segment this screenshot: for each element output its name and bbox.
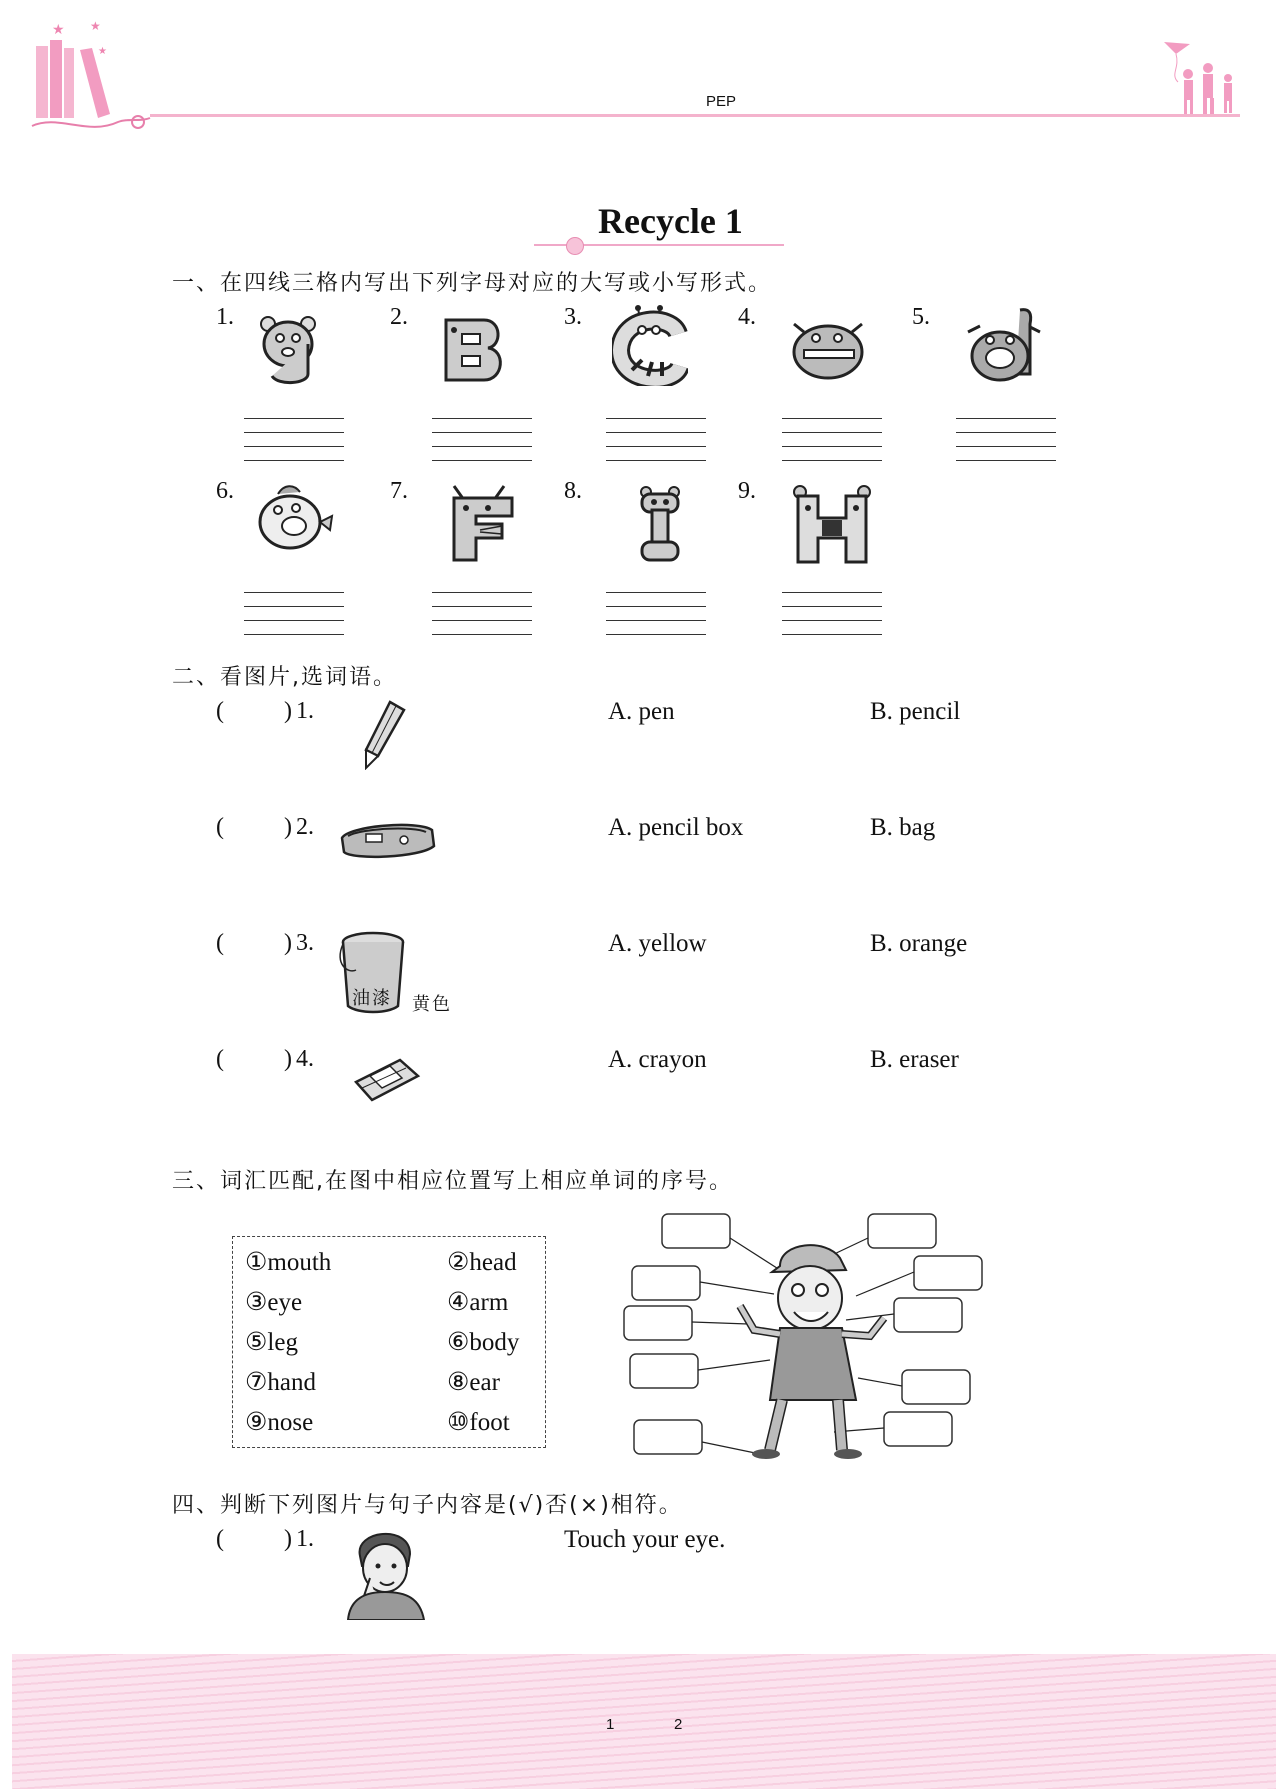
writing-lines[interactable]	[606, 592, 706, 636]
s1-item-num: 4.	[738, 304, 756, 330]
s1-item-num: 5.	[912, 304, 930, 330]
option-a[interactable]: A. yellow	[608, 930, 707, 957]
s2-item-num: 2.	[296, 814, 314, 840]
kids-with-kite-icon	[1160, 38, 1240, 118]
answer-box[interactable]	[884, 1412, 952, 1446]
s1-item-num: 7.	[390, 478, 408, 504]
s2-item-num: 3.	[296, 930, 314, 956]
s2-item-num: 4.	[296, 1046, 314, 1072]
cartoon-letter-f-icon	[444, 482, 520, 564]
writing-lines[interactable]	[432, 418, 532, 462]
writing-lines[interactable]	[244, 592, 344, 636]
answer-box[interactable]	[634, 1420, 702, 1454]
word-bank-item: ⑤leg	[245, 1329, 298, 1356]
eraser-icon	[350, 1054, 422, 1104]
writing-lines[interactable]	[606, 418, 706, 462]
writing-lines[interactable]	[244, 418, 344, 462]
page-number-left: 1	[606, 1716, 615, 1733]
option-a[interactable]: A. crayon	[608, 1046, 707, 1073]
cartoon-letter-a-icon	[250, 484, 336, 554]
s1-item-num: 3.	[564, 304, 582, 330]
boy-touching-face-icon	[340, 1526, 430, 1620]
cartoon-letter-g-icon	[254, 314, 322, 386]
section1-instruction: 一、在四线三格内写出下列字母对应的大写或小写形式。	[172, 271, 773, 296]
word-bank-item: ③eye	[245, 1289, 303, 1316]
svg-text:★: ★	[98, 46, 107, 57]
section2-instruction: 二、看图片,选词语。	[172, 665, 397, 690]
books-logo-icon	[28, 18, 158, 133]
s2-item-num: 1.	[296, 698, 314, 724]
header-logo	[28, 18, 158, 133]
cartoon-letter-i-icon	[638, 486, 682, 566]
s1-item-num: 2.	[390, 304, 408, 330]
answer-parentheses[interactable]: ( )	[216, 1046, 292, 1072]
writing-lines[interactable]	[782, 592, 882, 636]
writing-lines[interactable]	[956, 418, 1056, 462]
s1-item-num: 6.	[216, 478, 234, 504]
cartoon-letter-h-icon	[792, 484, 872, 564]
answer-box[interactable]	[894, 1298, 962, 1332]
section3-instruction: 三、词汇匹配,在图中相应位置写上相应单词的序号。	[172, 1169, 733, 1194]
word-bank-item: ⑥body	[447, 1329, 520, 1356]
title-dot-icon	[566, 237, 584, 255]
page-title: Recycle 1	[598, 201, 743, 241]
answer-parentheses[interactable]: ( )	[216, 930, 292, 956]
writing-lines[interactable]	[782, 418, 882, 462]
option-b[interactable]: B. orange	[870, 930, 968, 957]
answer-box[interactable]	[630, 1354, 698, 1388]
svg-text:★: ★	[90, 19, 101, 33]
word-bank-item: ①mouth	[245, 1249, 332, 1276]
answer-box[interactable]	[624, 1306, 692, 1340]
word-bank-item: ⑨nose	[245, 1409, 314, 1436]
cartoon-letter-b-icon	[440, 314, 512, 386]
writing-lines[interactable]	[432, 592, 532, 636]
header-series-label: PEP	[706, 93, 737, 110]
option-a[interactable]: A. pen	[608, 698, 675, 725]
answer-box[interactable]	[632, 1266, 700, 1300]
word-bank-box	[232, 1236, 546, 1448]
cartoon-letter-d-icon	[964, 304, 1044, 388]
answer-parentheses[interactable]: ( )	[216, 698, 292, 724]
answer-box[interactable]	[662, 1214, 730, 1248]
page-number-right: 2	[674, 1716, 683, 1733]
answer-parentheses[interactable]: ( )	[216, 1526, 292, 1552]
answer-box[interactable]	[868, 1214, 936, 1248]
word-bank-item: ⑩foot	[447, 1409, 510, 1436]
pencil-icon	[360, 698, 410, 770]
paint-can-label: 油漆	[352, 988, 392, 1009]
answer-box[interactable]	[902, 1370, 970, 1404]
svg-text:★: ★	[52, 23, 65, 38]
s1-item-num: 8.	[564, 478, 582, 504]
s4-item-num: 1.	[296, 1526, 314, 1552]
word-bank-item: ⑧ear	[447, 1369, 500, 1396]
pencil-box-icon	[338, 816, 438, 864]
color-label: 黄色	[412, 994, 452, 1015]
body-parts-diagram	[620, 1210, 990, 1466]
header-rule	[150, 114, 1240, 117]
word-bank-item: ②head	[447, 1249, 517, 1276]
s1-item-num: 9.	[738, 478, 756, 504]
cartoon-letter-e-icon	[786, 318, 870, 382]
word-bank-item: ④arm	[447, 1289, 509, 1316]
option-b[interactable]: B. pencil	[870, 698, 961, 725]
section4-instruction: 四、判断下列图片与句子内容是(√)否(×)相符。	[172, 1493, 683, 1518]
cartoon-letter-c-icon	[612, 304, 688, 386]
option-b[interactable]: B. bag	[870, 814, 936, 841]
sentence-text: Touch your eye.	[564, 1526, 726, 1553]
footer-band	[12, 1654, 1276, 1789]
answer-box[interactable]	[914, 1256, 982, 1290]
word-bank-item: ⑦hand	[245, 1369, 317, 1396]
option-a[interactable]: A. pencil box	[608, 814, 744, 841]
s1-item-num: 1.	[216, 304, 234, 330]
option-b[interactable]: B. eraser	[870, 1046, 959, 1073]
answer-parentheses[interactable]: ( )	[216, 814, 292, 840]
header-kids-decoration	[1160, 38, 1240, 118]
